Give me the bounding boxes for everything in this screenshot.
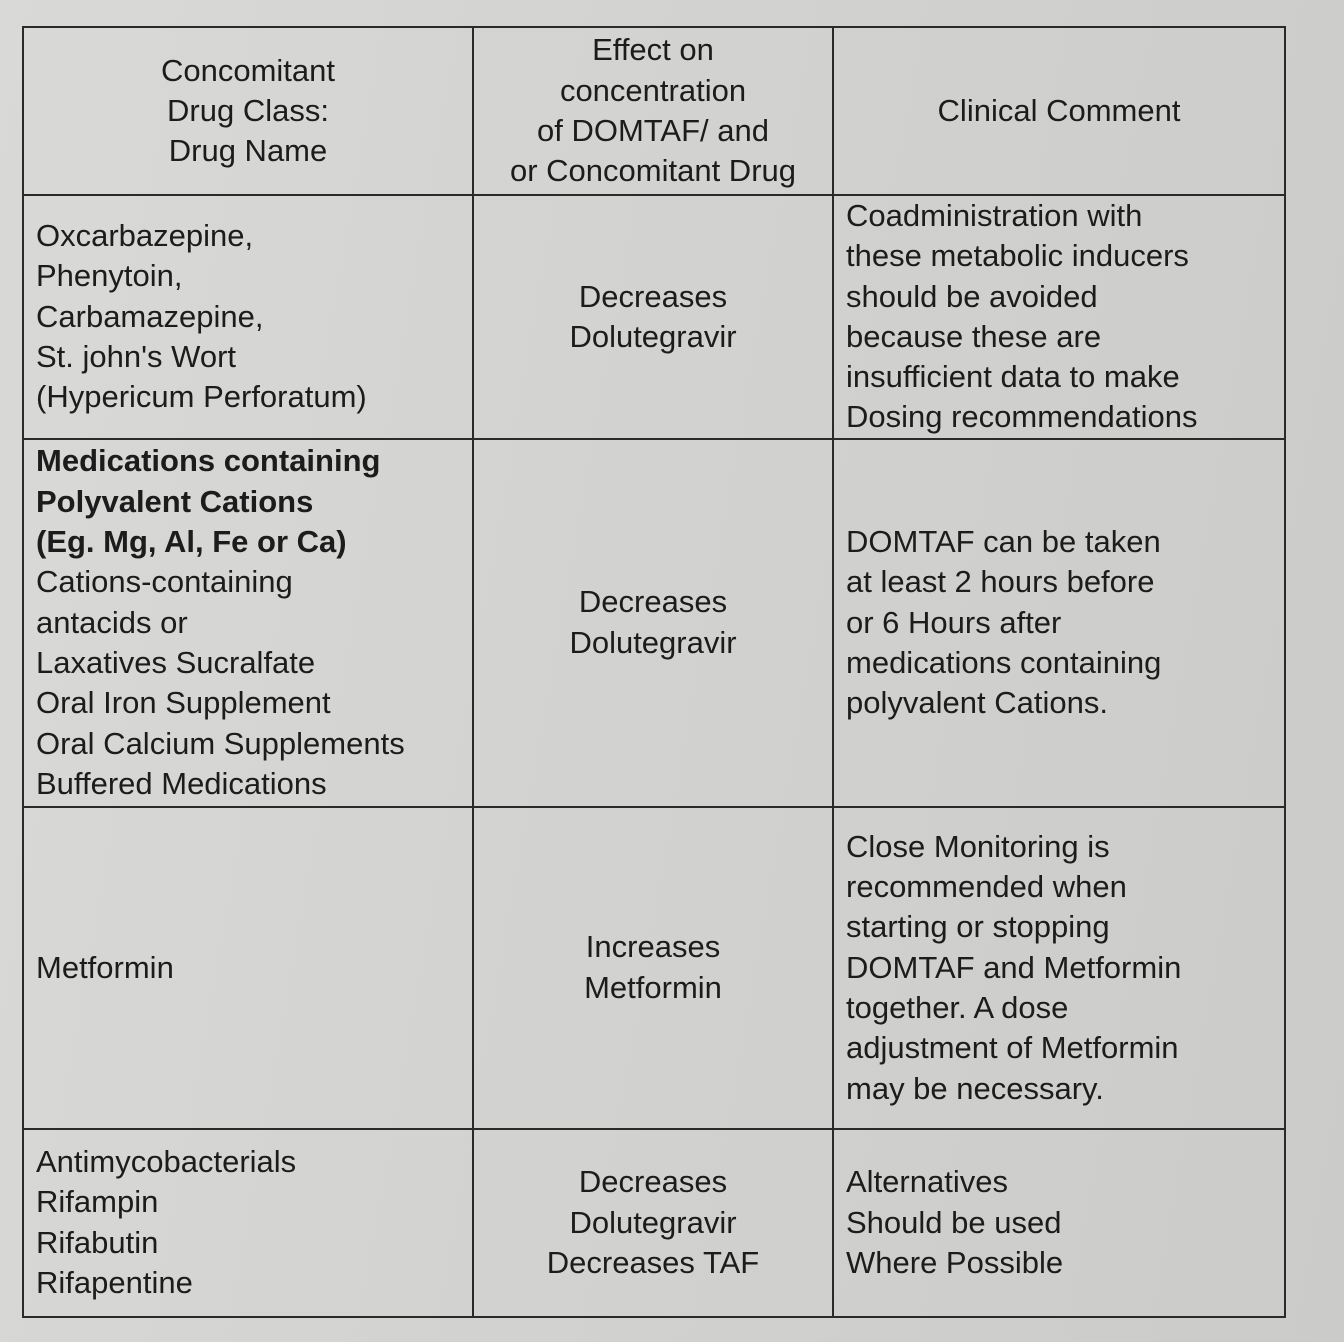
effect-cell — [473, 1129, 833, 1317]
header-clinical-comment — [833, 27, 1285, 195]
effect-line: Increases — [585, 929, 721, 965]
comment-line: recommended when — [846, 869, 1127, 905]
drug-line: Antimycobacterials — [36, 1144, 297, 1180]
comment-line: Coadministration with — [846, 198, 1143, 233]
effect-line: Dolutegravir — [569, 1204, 737, 1240]
drug-line: Buffered Medications — [36, 765, 327, 801]
header-effect — [473, 27, 833, 195]
drug-interaction-table — [22, 26, 1286, 1318]
drug-line: Phenytoin, — [36, 258, 183, 294]
drug-line: Rifampin — [36, 1184, 159, 1220]
comment-line: at least 2 hours before — [846, 564, 1155, 600]
comment-line: should be avoided — [846, 278, 1098, 314]
header-line: Concomitant — [160, 52, 336, 88]
effect-line: Metformin — [584, 969, 722, 1005]
drug-line: Metformin — [36, 949, 174, 985]
effect-cell — [473, 807, 833, 1129]
drug-cell — [23, 439, 473, 807]
comment-cell — [833, 439, 1285, 807]
comment-line: Where Possible — [846, 1244, 1064, 1280]
comment-line: medications containing — [846, 644, 1162, 680]
effect-line: Decreases TAF — [546, 1244, 760, 1280]
comment-line: DOMTAF and Metformin — [846, 949, 1182, 985]
comment-line: because these are — [846, 318, 1102, 354]
comment-line: Dosing recommendations — [846, 399, 1198, 435]
comment-line: insufficient data to make — [846, 359, 1180, 395]
drug-cell — [23, 195, 473, 439]
drug-line: Cations-containing — [36, 564, 293, 600]
header-line: Drug Class: — [167, 92, 329, 128]
drug-cell — [23, 807, 473, 1129]
drug-line: antacids or — [36, 604, 188, 640]
header-row — [23, 27, 1285, 195]
drug-heading-line: Medications containing — [36, 443, 381, 479]
drug-line: Oral Calcium Supplements — [36, 725, 405, 761]
comment-line: together. A dose — [846, 989, 1069, 1025]
drug-line: Rifapentine — [36, 1265, 193, 1301]
comment-cell — [833, 1129, 1285, 1317]
table-row — [23, 807, 1285, 1129]
header-line: Clinical Comment — [937, 92, 1181, 128]
effect-line: Dolutegravir — [569, 624, 737, 660]
effect-line: Decreases — [578, 1164, 728, 1200]
drug-heading-line: Polyvalent Cations — [36, 483, 314, 519]
comment-line: or 6 Hours after — [846, 604, 1062, 640]
effect-cell — [473, 439, 833, 807]
comment-line: adjustment of Metformin — [846, 1030, 1179, 1066]
effect-line: Decreases — [578, 584, 728, 620]
drug-line: Oral Iron Supplement — [36, 685, 331, 721]
header-line: or Concomitant Drug — [509, 153, 796, 189]
table-row — [23, 1129, 1285, 1317]
comment-line: DOMTAF can be taken — [846, 524, 1161, 560]
drug-line: Oxcarbazepine, — [36, 218, 254, 254]
drug-cell — [23, 1129, 473, 1317]
drug-heading-line: (Eg. Mg, Al, Fe or Ca) — [36, 524, 347, 560]
effect-line: Decreases — [578, 278, 728, 314]
header-line: Drug Name — [168, 133, 328, 169]
table-row — [23, 195, 1285, 439]
drug-line: Carbamazepine, — [36, 298, 264, 334]
table-row — [23, 439, 1285, 807]
effect-line: Dolutegravir — [569, 318, 737, 354]
comment-line: starting or stopping — [846, 909, 1110, 945]
comment-line: these metabolic inducers — [846, 238, 1189, 274]
comment-cell — [833, 195, 1285, 439]
header-line: of DOMTAF/ and — [537, 113, 769, 148]
header-line: concentration — [559, 72, 747, 108]
header-drug-class — [23, 27, 473, 195]
comment-line: Close Monitoring is — [846, 828, 1110, 864]
comment-cell — [833, 807, 1285, 1129]
effect-cell — [473, 195, 833, 439]
comment-line: may be necessary. — [846, 1070, 1104, 1106]
drug-line: Rifabutin — [36, 1224, 159, 1260]
header-line: Effect on — [592, 32, 714, 68]
comment-line: Should be used — [846, 1204, 1062, 1240]
comment-line: polyvalent Cations. — [846, 685, 1108, 721]
drug-line: St. john's Wort — [36, 339, 237, 375]
drug-line: (Hypericum Perforatum) — [36, 379, 367, 415]
drug-line: Laxatives Sucralfate — [36, 644, 316, 680]
comment-line: Alternatives — [846, 1164, 1008, 1200]
